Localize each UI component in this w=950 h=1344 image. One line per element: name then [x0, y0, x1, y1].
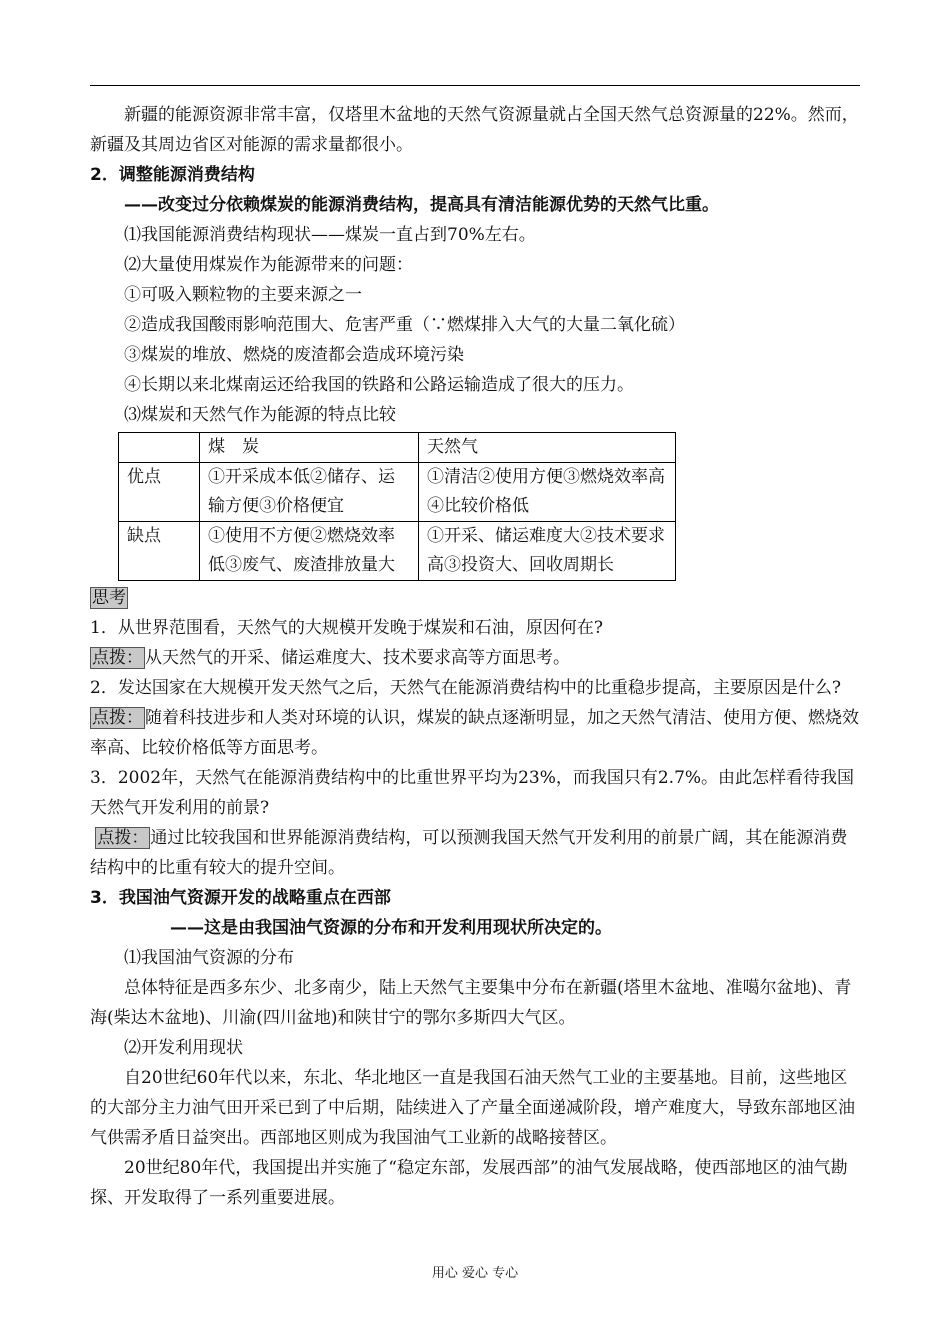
section3-p2-text1: 自20世纪60年代以来，东北、华北地区一直是我国石油天然气工业的主要基地。目前，这些地区的大部分主力油气田开采已到了中后期，陆续进入了产量全面递减阶段，增产难度大，导致东部地区油气供需矛盾日益突出。西部地区则成为我国油气工业新的战略接替区。: [90, 1068, 855, 1148]
section2-p1: ⑴我国能源消费结构现状——煤炭一直占到70%左右。: [124, 225, 536, 245]
table-header-empty: [119, 433, 200, 463]
coal-advantages: ①开采成本低②储存、运输方便③价格便宜: [200, 463, 419, 522]
section2-p3: ⑶煤炭和天然气作为能源的特点比较: [124, 405, 396, 425]
comparison-table: [118, 432, 676, 581]
section3-p2-text2: 20世纪80年代，我国提出并实施了“稳定东部，发展西部”的油气发展战略，使西部地区的油气勘探、开发取得了一系列重要进展。: [90, 1158, 848, 1208]
section2-heading: 2．调整能源消费结构: [90, 165, 255, 185]
section3-p1: ⑴我国油气资源的分布: [124, 948, 294, 968]
hint-label: 点拨：: [92, 648, 143, 668]
answer-2: [90, 703, 860, 763]
hint-label: 点拨：: [97, 828, 149, 848]
row-label-advantages: 优点: [119, 463, 200, 522]
section3-p1-text: 总体特征是西多东少、北多南少，陆上天然气主要集中分布在新疆(塔里木盆地、准噶尔盆地)、青海(柴达木盆地)、川渝(四川盆地)和陕甘宁的鄂尔多斯四大气区。: [90, 978, 852, 1028]
section3-p2: ⑵开发利用现状: [124, 1038, 243, 1058]
section3-heading: 3．我国油气资源开发的战略重点在西部: [90, 888, 391, 908]
answer-1-text: 从天然气的开采、储运难度大、技术要求高等方面思考。: [145, 648, 570, 668]
row-label-disadvantages: 缺点: [119, 522, 200, 581]
problem-item-1: ①可吸入颗粒物的主要来源之一: [124, 285, 362, 305]
think-label-line: [90, 583, 860, 613]
hint-label: 点拨：: [92, 708, 143, 728]
problem-item-3: ③煤炭的堆放、燃烧的废渣都会造成环境污染: [124, 345, 464, 365]
coal-disadvantages: ①使用不方便②燃烧效率低③废气、废渣排放量大: [200, 522, 419, 581]
problem-item-4: ④长期以来北煤南运还给我国的铁路和公路运输造成了很大的压力。: [124, 375, 634, 395]
header-rule: [90, 85, 860, 86]
table-header-coal: 煤 炭: [200, 433, 419, 463]
gas-advantages: ①清洁②使用方便③燃烧效率高④比较价格低: [419, 463, 676, 522]
problem-item-2: ②造成我国酸雨影响范围大、危害严重（∵燃煤排入大气的大量二氧化硫）: [124, 315, 685, 335]
page-footer: 用心 爱心 专心: [431, 1266, 519, 1281]
section2-p2: ⑵大量使用煤炭作为能源带来的问题：: [124, 255, 413, 275]
answer-2-text: 随着科技进步和人类对环境的认识，煤炭的缺点逐渐明显，加之天然气清洁、使用方便、燃烧效率高、比较价格低等方面思考。: [90, 708, 859, 758]
table-row: [119, 463, 676, 522]
question-2: 2．发达国家在大规模开发天然气之后，天然气在能源消费结构中的比重稳步提高，主要原因是什么?: [90, 678, 841, 698]
think-label: 思考: [92, 588, 126, 608]
answer-3: [90, 823, 860, 883]
intro-paragraph: 新疆的能源资源非常丰富，仅塔里木盆地的天然气资源量就占全国天然气总资源量的22%。然而，新疆及其周边省区对能源的需求量都很小。: [90, 105, 859, 155]
answer-1: [90, 643, 860, 673]
table-header-row: [119, 433, 676, 463]
table-row: [119, 522, 676, 581]
question-1: 1．从世界范围看，天然气的大规模开发晚于煤炭和石油，原因何在?: [90, 618, 603, 638]
gas-disadvantages: ①开采、储运难度大②技术要求高③投资大、回收周期长: [419, 522, 676, 581]
section3-subheading: ——这是由我国油气资源的分布和开发利用现状所决定的。: [170, 918, 612, 938]
section2-subheading: ——改变过分依赖煤炭的能源消费结构，提高具有清洁能源优势的天然气比重。: [124, 195, 719, 215]
page-content: [90, 100, 860, 1213]
table-header-gas: 天然气: [419, 433, 676, 463]
question-3: 3．2002年，天然气在能源消费结构中的比重世界平均为23%，而我国只有2.7%。由此怎样看待我国天然气开发利用的前景?: [90, 768, 855, 818]
answer-3-text: 通过比较我国和世界能源消费结构，可以预测我国天然气开发利用的前景广阔，其在能源消费结构中的比重有较大的提升空间。: [90, 828, 848, 878]
